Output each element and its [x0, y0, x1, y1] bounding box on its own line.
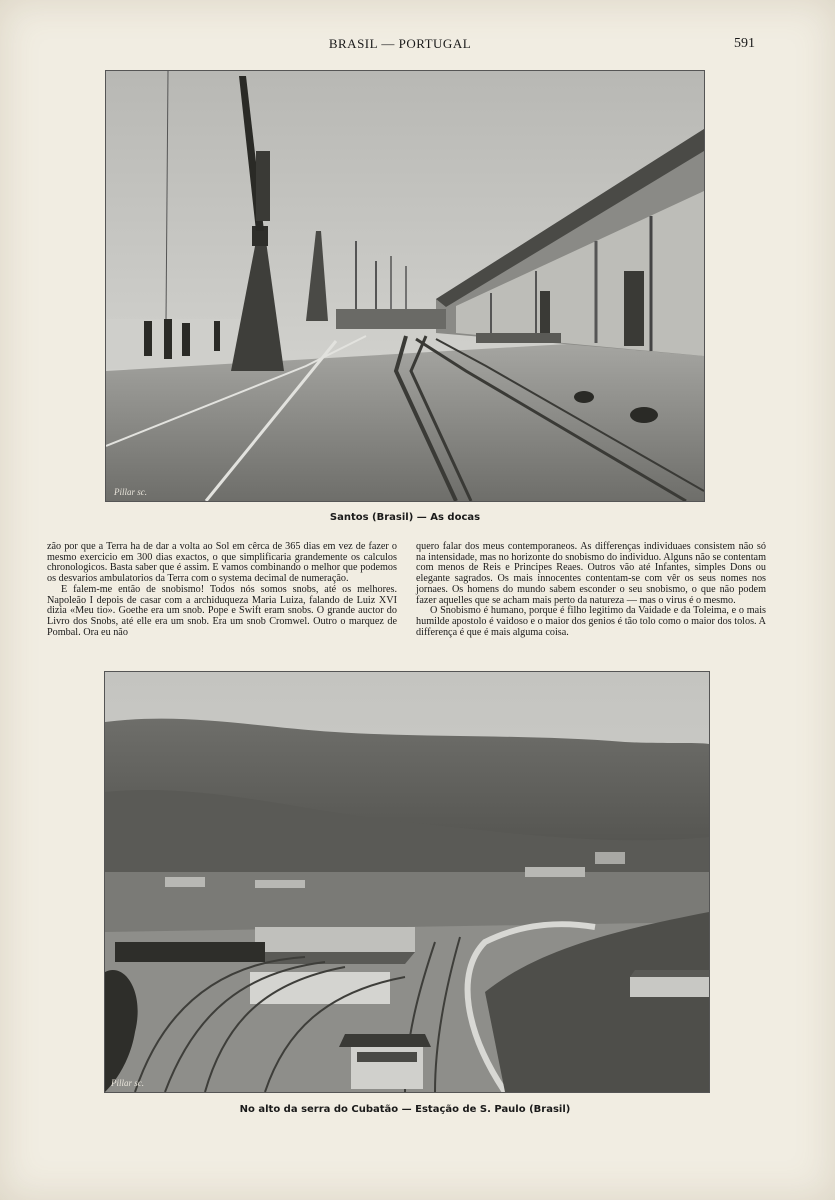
- photo-cubatao-station: [104, 671, 710, 1093]
- caption-santos-docks: Santos (Brasil) — As docas: [329, 512, 481, 523]
- paragraph: O Snobismo é humano, porque é filho legitimo da Vaidade e da Toleima, e o mais humilde apostolo é vaidoso e o maior dos genios é tão tolo como o maior dos tolos. A differença é que é mais alguma coisa.: [416, 605, 766, 638]
- running-title: BRASIL — PORTUGAL: [328, 36, 472, 51]
- photo-santos-docks: [105, 70, 705, 502]
- engraver-signature: Pillar sc.: [114, 487, 147, 497]
- docks-illustration: [106, 71, 704, 501]
- caption-cubatao-station: No alto da serra do Cubatão — Estação de S. Paulo (Brasil): [239, 1104, 571, 1115]
- page-header: [0, 36, 835, 54]
- article-column-right: [416, 542, 766, 638]
- paragraph: quero falar dos meus contemporaneos. As differenças individuaes consistem não só na intensidade, mas no horizonte do snobismo do individuo. Alguns não se contentam com menos de Reis e Principes Reaes. Outros vão até Infantes, simples Dons ou elegante sagrados. Os mais innocentes contentam-se com vêr os seus nomes nos jornaes. Os homens do mundo sabem esconder o seu snobismo, o que não podem fazer aquelles que se acham mais perto da natureza — mas o virus é o mesmo.: [416, 541, 766, 606]
- station-illustration: [105, 672, 709, 1092]
- paragraph: zão por que a Terra ha de dar a volta ao Sol em cêrca de 365 dias em vez de fazer o mesmo exercicio em 300 dias exactos, o que simplificaria grandemente os calculos chronologicos. Basta saber que é assim. E vamos combinando o melhor que podemos os desvarios ambulatorios da Terra com o systema decimal de numeração.: [47, 541, 397, 585]
- article-column-left: [47, 542, 397, 638]
- paragraph: E falem-me então de snobismo! Todos nós somos snobs, até os melhores. Napoleão I depois de casar com a archiduqueza Maria Luiza, falando de Luiz XVI dizia «Meu tio». Goethe era um snob. Pope e Swift eram snobs. O grande auctor do Livro dos Snobs, até elle era um snob. Era um snob Cromwel. Outro o marquez de Pombal. Ora eu não: [47, 583, 397, 638]
- page-number: 591: [734, 36, 755, 51]
- engraver-signature: Pillar sc.: [111, 1078, 144, 1088]
